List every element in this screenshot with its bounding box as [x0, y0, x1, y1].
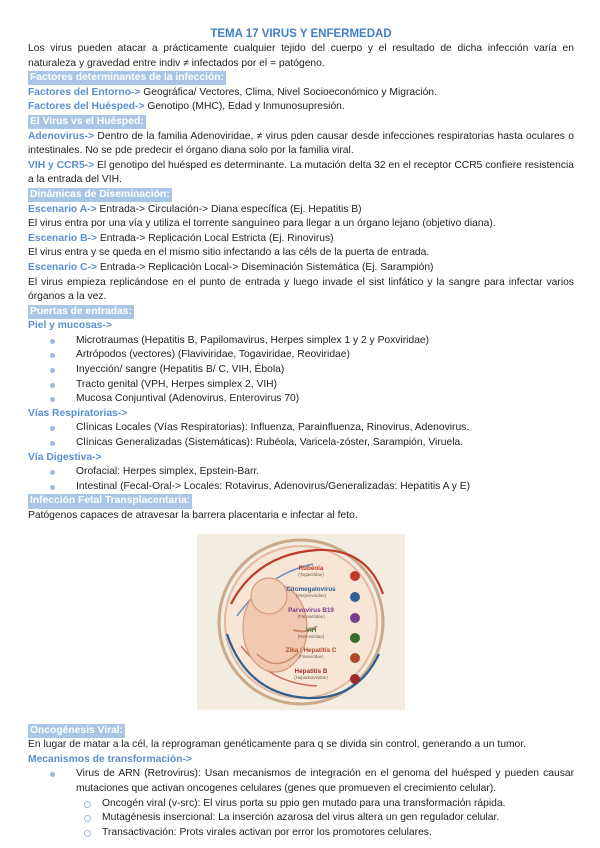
via-digestiva-list: [28, 465, 574, 494]
virus-family: (Retroviridae): [297, 633, 325, 639]
nested-list-container: [28, 797, 574, 841]
list-item: Clínicas Locales (Vías Respiratorias): Influenza, Parainfluenza, Rinovirus, Adenovirus.: [28, 421, 574, 436]
virus-icon: [350, 592, 360, 602]
piel-mucosas-label: Piel y mucosas->: [28, 320, 112, 332]
fetal-text: Patógenos capaces de atravesar la barrera placentaria e infectar al feto.: [28, 510, 358, 521]
section-heading-dinamicas: Dinámicas de Diseminación:: [28, 188, 172, 202]
virus-icon: [350, 613, 360, 623]
escenario-c-label: Escenario C->: [28, 261, 97, 273]
adenovirus-text: Dentro de la familia Adenoviridae, ≠ virus pden causar desde infecciones respiratorias hasta oculares o intestinales. No se pde predecir el órgano diana solo por la familia viral.: [28, 130, 574, 157]
escenario-c-desc: El virus empieza replicándose en el punto de entrada y luego invade el sist linfático y la sangre para infectar varios órganos a la vez.: [28, 276, 574, 303]
list-item: Tracto genital (VPH, Herpes simplex 2, VIH): [28, 378, 574, 393]
sub-list-item: Transactivación: Prots virales activan por error los promotores celulares.: [28, 826, 574, 841]
escenario-a-text: Entrada-> Circulación-> Diana específica (Ej. Hepatitis B): [96, 203, 362, 215]
list-item: Mucosa Conjuntival (Adenovirus, Enterovirus 70): [28, 392, 574, 407]
intro-paragraph: Los virus pueden atacar a prácticamente cualquier tejido del cuerpo y el resultado de dicha infección varía en naturaleza y gravedad entre indiv ≠ infectados por el = patógeno.: [28, 43, 574, 69]
virus-label-vih: [271, 627, 351, 639]
virus-icon: [350, 674, 360, 684]
escenario-a-label: Escenario A->: [28, 203, 97, 215]
virus-name: Parvovirus B19: [288, 606, 334, 614]
escenario-a-desc: El virus entra por una vía y utiliza el torrente sanguíneo para llegar a un órgano lejano (objetivo diana).: [28, 218, 496, 230]
factores-huesped-text: Genotipo (MHC), Edad y Inmunosupresión.: [144, 101, 345, 113]
virus-family: (Parvoviridae): [297, 613, 325, 619]
virus-label-citomegalovirus: [271, 586, 351, 598]
mecanismos-list: [28, 767, 574, 840]
virus-name: VIH: [305, 626, 317, 634]
mecanismos-label: Mecanismos de transformación->: [28, 753, 192, 765]
virus-label-zika-hepatitis-c: [271, 647, 351, 659]
virus-icon: [350, 571, 360, 581]
oncogenesis-text: En lugar de matar a la cél, la reprograman genéticamente para q se divida sin control, generando a un tumor.: [28, 739, 526, 751]
mecanismos-sublist: [28, 797, 574, 841]
section-heading-factores: Factores determinantes de la infección:: [28, 71, 226, 85]
list-item: Artrópodos (vectores) (Flaviviridae, Togaviridae, Reoviridae): [28, 348, 574, 363]
escenario-a: [28, 203, 574, 218]
placenta-fetus-drawing: [197, 534, 405, 710]
adenovirus-label: Adenovirus->: [28, 130, 95, 142]
list-item: Microtraumas (Hepatitis B, Papilomavirus, Herpes simplex 1 y 2 y Poxviridae): [28, 334, 574, 349]
factores-entorno: [28, 86, 574, 101]
sub-list-item: Mutagénesis insercional: La inserción azarosa del virus altera un gen regulador celular.: [28, 811, 574, 826]
figure-container: [28, 534, 574, 710]
section-heading-oncogenesis: Oncogénesis Viral:: [28, 724, 125, 738]
vih-ccr5-text: El genotipo del huésped es determinante. La mutación delta 32 en el receptor CCR5 confiere resistencia a la entrada del VIH.: [28, 159, 574, 186]
virus-icon: [350, 653, 360, 663]
virus-name: Hepatitis B: [294, 667, 328, 675]
list-item: Clínicas Generalizadas (Sistemáticas): Rubéola, Varicela-zóster, Sarampión, Viruela.: [28, 436, 574, 451]
virus-icon: [350, 633, 360, 643]
virus-name: Citomegalovirus: [286, 585, 336, 593]
escenario-b-desc: El virus entra y se queda en el mismo sitio infectando a las céls de la puerta de entrada.: [28, 247, 430, 259]
factores-huesped: [28, 100, 574, 115]
virus-name: Rubéola: [298, 564, 324, 572]
list-item: Orofacial: Herpes simplex, Epstein-Barr.: [28, 465, 574, 480]
page-title: TEMA 17 VIRUS Y ENFERMEDAD: [210, 28, 392, 40]
factores-entorno-text: Geográfica/ Vectores, Clima, Nivel Socioeconómico y Migración.: [140, 86, 437, 98]
section-heading-fetal: Infección Fetal Transplacentaria:: [28, 494, 192, 508]
transplacental-illustration: [197, 534, 405, 710]
virus-name: Zika / Hepatitis C: [285, 646, 337, 654]
escenario-b: [28, 232, 574, 247]
section-heading-virus-huesped: El Virus vs el Huésped:: [28, 115, 146, 129]
virus-label-hepatitis-b: [271, 668, 351, 680]
vias-respiratorias-label: Vías Respiratorias->: [28, 407, 128, 419]
list-item: Virus de ARN (Retrovirus): Usan mecanismos de integración en el genoma del huésped y pueden causar mutaciones que activan oncogenes celulares (genes que promueven el crecimiento celular).: [28, 767, 574, 796]
escenario-c-text: Entrada-> Replicación Local-> Diseminación Sistemática (Ej. Sarampión): [96, 261, 434, 273]
escenario-b-text: Entrada-> Replicación Local Estricta (Ej. Rinovirus): [96, 232, 334, 244]
escenario-c: [28, 261, 574, 276]
vias-respiratorias-list: [28, 421, 574, 450]
factores-entorno-label: Factores del Entorno->: [28, 86, 141, 98]
list-item: Inyección/ sangre (Hepatitis B/ C, VIH, Ébola): [28, 363, 574, 378]
virus-family: (Flaviviridae): [298, 653, 324, 659]
via-digestiva-label: Vía Digestiva->: [28, 451, 102, 463]
sub-list-item: Oncogén viral (v-src): El virus porta su ppio gen mutado para una transformación rápida.: [28, 797, 574, 812]
escenario-b-label: Escenario B->: [28, 232, 97, 244]
piel-mucosas-list: [28, 334, 574, 407]
list-item: Intestinal (Fecal-Oral-> Locales: Rotavirus, Adenovirus/Generalizadas: Hepatitis A y E): [28, 480, 574, 495]
virus-family: (Hepadnaviridae): [294, 674, 328, 680]
vih-ccr5-label: VIH y CCR5->: [28, 159, 95, 171]
vih-ccr5-paragraph: [28, 159, 574, 188]
document-page: [28, 27, 574, 840]
virus-label-rubeola: [271, 565, 351, 577]
virus-label-parvovirus: [271, 607, 351, 619]
virus-family: (Togaviridae): [298, 571, 324, 577]
section-heading-puertas: Puertas de entradas:: [28, 305, 134, 319]
virus-family: (Herpesviridae): [295, 592, 326, 598]
factores-huesped-label: Factores del Huésped->: [28, 101, 145, 113]
adenovirus-paragraph: [28, 130, 574, 159]
